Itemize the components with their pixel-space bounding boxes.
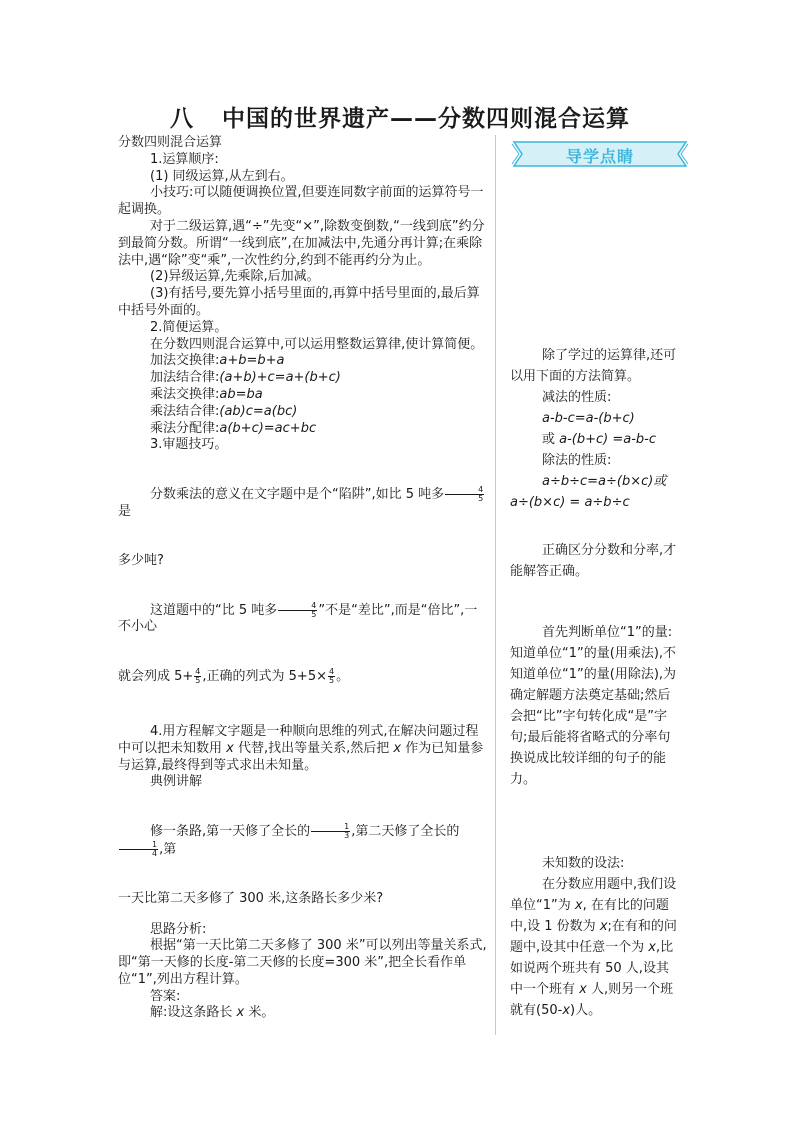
fraction-1-3: $\frac{1}{3}$ [311,823,350,840]
trap-paragraph: 分数乘法的意义在文字题中是个“陷阱”,如比 5 吨多 $\frac{4}{5}$ 是 [118,485,484,519]
column-divider [495,135,496,1035]
law-formula: (ab)c=a(bc) [219,403,298,419]
formula: a÷b÷c=a÷(b×c)或 [542,474,667,489]
formula: a-(b+c) =a-b-c [559,432,657,447]
side-note-unknowns: 未知数的设法: 在分数应用题中,我们设单位“1”为 x, 在有比的问题中,设 1 份数为 x;在有和的问题中,设其中任意一个为 x,比如说两个班共有 50 人,设其中一个班有 x 人,则另一个班就有(50-x)人。 [510,856,677,1018]
chapter-title: 中国的世界遗产——分数四则混合运算 [222,106,630,132]
side-note-fraction-rate: 正确区分分数和分率,才能解答正确。 [510,543,677,579]
law-formula: a+b=b+a [219,353,285,369]
law-row: 乘法交换律:ab=ba [150,386,263,402]
trap-explain-end: 就会列成 5+ $\frac{4}{5}$ ,正确的列式为 5+5× $\frac{4}{5}$ 。 [118,667,350,686]
analysis-title: 思路分析: [150,921,207,937]
guide-banner [510,140,690,168]
answer-title: 答案: [150,988,181,1004]
trap-explain: 这道题中的“比 5 吨多 $\frac{4}{5}$ ”不是“差比”,而是“倍比”,一不小心 [118,600,478,635]
chapter-number: 八 [170,106,194,132]
skill-title: 3.审题技巧。 [150,437,228,453]
analysis-text: 根据“第一天比第二天多修了 300 米”可以列出等量关系式,即“第一天修的长度-第二天修的长度=300 米”,把全长看作单位“1”,列出方程计算。 [118,938,487,987]
fraction-1-4: $\frac{1}{4}$ [119,841,158,858]
main-column [118,135,488,1022]
equation-paragraph: 4.用方程解文字题是一种顺向思维的列式,在解决问题过程中可以把未知数用 x 代替,找出等量关系,然后把 x 作为已知量参与运算,最终得到等式求出未知量。 [118,723,484,773]
fraction-4-5: $\frac{4}{5}$ [195,667,201,686]
formula: a÷(b×c) = a÷b÷c [510,495,630,510]
simplify-title: 2.简便运算。 [150,319,228,335]
example-title: 典例讲解 [150,774,203,790]
fraction-4-5: $\frac{4}{5}$ [445,486,484,503]
solution-line: 解:设这条路长 x 米。 [150,1005,275,1021]
side-note-unit-one: 首先判断单位“1”的量:知道单位“1”的量(用乘法),不知道单位“1”的量(用除法),为确定解题方法奠定基础;然后会把“比”字句转化成“是”字句;最后能将省略式的分率句换说成比较详细的句子的能力。 [510,625,677,787]
formula: a-b-c=a-(b+c) [542,411,635,426]
tip-paragraph: 小技巧:可以随便调换位置,但要连同数字前面的运算符号一起调换。 [118,185,484,218]
page-title [0,100,800,133]
law-row: 加法结合律:(a+b)+c=a+(b+c) [150,370,341,386]
law-formula: ab=ba [219,386,263,402]
bracket-rule: (3)有括号,要先算小括号里面的,再算中括号里面的,最后算中括号外面的。 [118,286,480,318]
fraction-4-5: $\frac{4}{5}$ [278,602,317,619]
law-formula: (a+b)+c=a+(b+c) [219,370,341,386]
fraction-4-5: $\frac{4}{5}$ [328,667,335,686]
law-row: 加法交换律:a+b=b+a [150,353,285,369]
side-note-operation-laws: 除了学过的运算律,还可以用下面的方法简算。 减法的性质: a-b-c=a-(b+c) 或 a-(b+c) =a-b-c 除法的性质: a÷b÷c=a÷(b×c)或 a÷(b×c) = a÷b÷c [510,345,680,513]
section-heading: 分数四则混合运算 [118,135,223,150]
banner-label: 导学点睛 [565,147,634,166]
mixed-level-rule: (2)异级运算,先乘除,后加减。 [150,269,320,285]
tip-paragraph-2: 对于二级运算,遇“÷”先变“×”,除数变倒数,“一线到底”约分到最简分数。所谓“一线到底”,在加减法中,先通分再计算;在乘除法中,遇“除”变“乘”,一次性约分,约到不能再约分为止。 [118,218,485,268]
example-question: 修一条路,第一天修了全长的 $\frac{1}{3}$ ,第二天修了全长的 $\frac{1}{4}$ ,第 [118,823,488,859]
same-level-rule: (1) 同级运算,从左到右。 [150,168,294,184]
law-row: 乘法分配律:a(b+c)=ac+bc [150,420,317,436]
law-formula: a(b+c)=ac+bc [219,420,317,436]
example-question-end: 一天比第二天多修了 300 米,这条路长多少米? [118,890,384,906]
order-title: 1.运算顺序: [150,151,219,167]
simplify-intro: 在分数四则混合运算中,可以运用整数运算律,使计算简便。 [150,336,484,352]
trap-paragraph-end: 多少吨? [118,552,164,568]
law-row: 乘法结合律:(ab)c=a(bc) [150,403,298,419]
